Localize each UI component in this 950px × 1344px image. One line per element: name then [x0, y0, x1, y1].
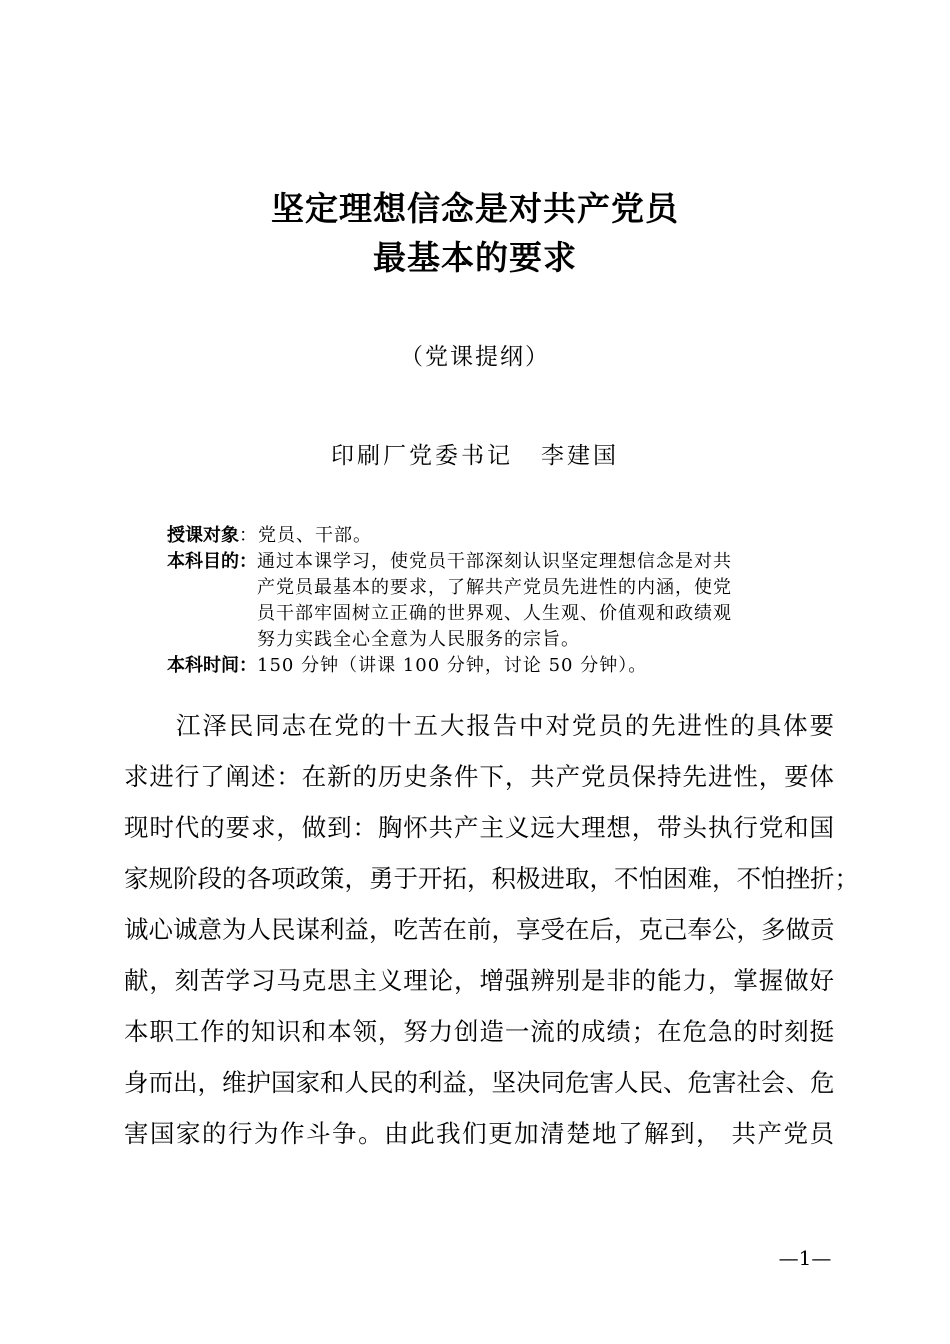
time-value: 150 分钟（讲课 100 分钟，讨论 50 分钟）。: [257, 655, 648, 676]
body-line: 求进行了阐述：在新的历史条件下，共产党员保持先进性，要体: [124, 762, 834, 791]
body-line: 献，刻苦学习马克思主义理论，增强辨别是非的能力，掌握做好: [124, 966, 834, 995]
purpose-label: 本科目的：: [167, 551, 257, 572]
purpose-row: [167, 549, 837, 653]
body-line: 害国家的行为作斗争。由此我们更加清楚地了解到， 共产党员: [124, 1119, 834, 1148]
body-paragraph: [124, 706, 859, 1165]
course-meta: [167, 523, 837, 679]
audience-label: 授课对象: [167, 525, 239, 546]
body-line: 现时代的要求，做到：胸怀共产主义远大理想，带头执行党和国: [124, 813, 834, 842]
time-label: 本科时间：: [167, 655, 257, 676]
body-line: 身而出，维护国家和人民的利益，坚决同危害人民、危害社会、危: [124, 1068, 835, 1097]
audience-value: ：党员、干部。: [239, 525, 372, 546]
document-title-line-2: 最基本的要求: [373, 238, 577, 277]
body-line: 家规阶段的各项政策，勇于开拓，积极进取，不怕困难，不怕挫折；: [124, 864, 859, 893]
purpose-line: 产党员最基本的要求，了解共产党员先进性的内涵，使党: [257, 577, 732, 598]
author-name: 李建国: [541, 443, 619, 469]
time-row: [167, 653, 837, 679]
document-subtitle: （党课提纲）: [400, 344, 550, 370]
author-position: 印刷厂党委书记: [331, 443, 513, 469]
body-line: 本职工作的知识和本领，努力创造一流的成绩；在危急的时刻挺: [124, 1017, 834, 1046]
purpose-line: 努力实践全心全意为人民服务的宗旨。: [257, 629, 580, 650]
page-number: —1—: [778, 1246, 832, 1270]
author-line: [0, 437, 950, 470]
purpose-line: 通过本课学习，使党员干部深刻认识坚定理想信念是对共: [257, 551, 732, 572]
document-title-line-1: 坚定理想信念是对共产党员: [271, 189, 679, 228]
purpose-line: 员干部牢固树立正确的世界观、人生观、价值观和政绩观: [257, 603, 732, 624]
audience-row: [167, 523, 837, 549]
body-line: 诚心诚意为人民谋利益，吃苦在前，享受在后，克己奉公，多做贡: [124, 915, 835, 944]
purpose-value: [257, 549, 837, 653]
body-line: 江泽民同志在党的十五大报告中对党员的先进性的具体要: [176, 711, 834, 740]
